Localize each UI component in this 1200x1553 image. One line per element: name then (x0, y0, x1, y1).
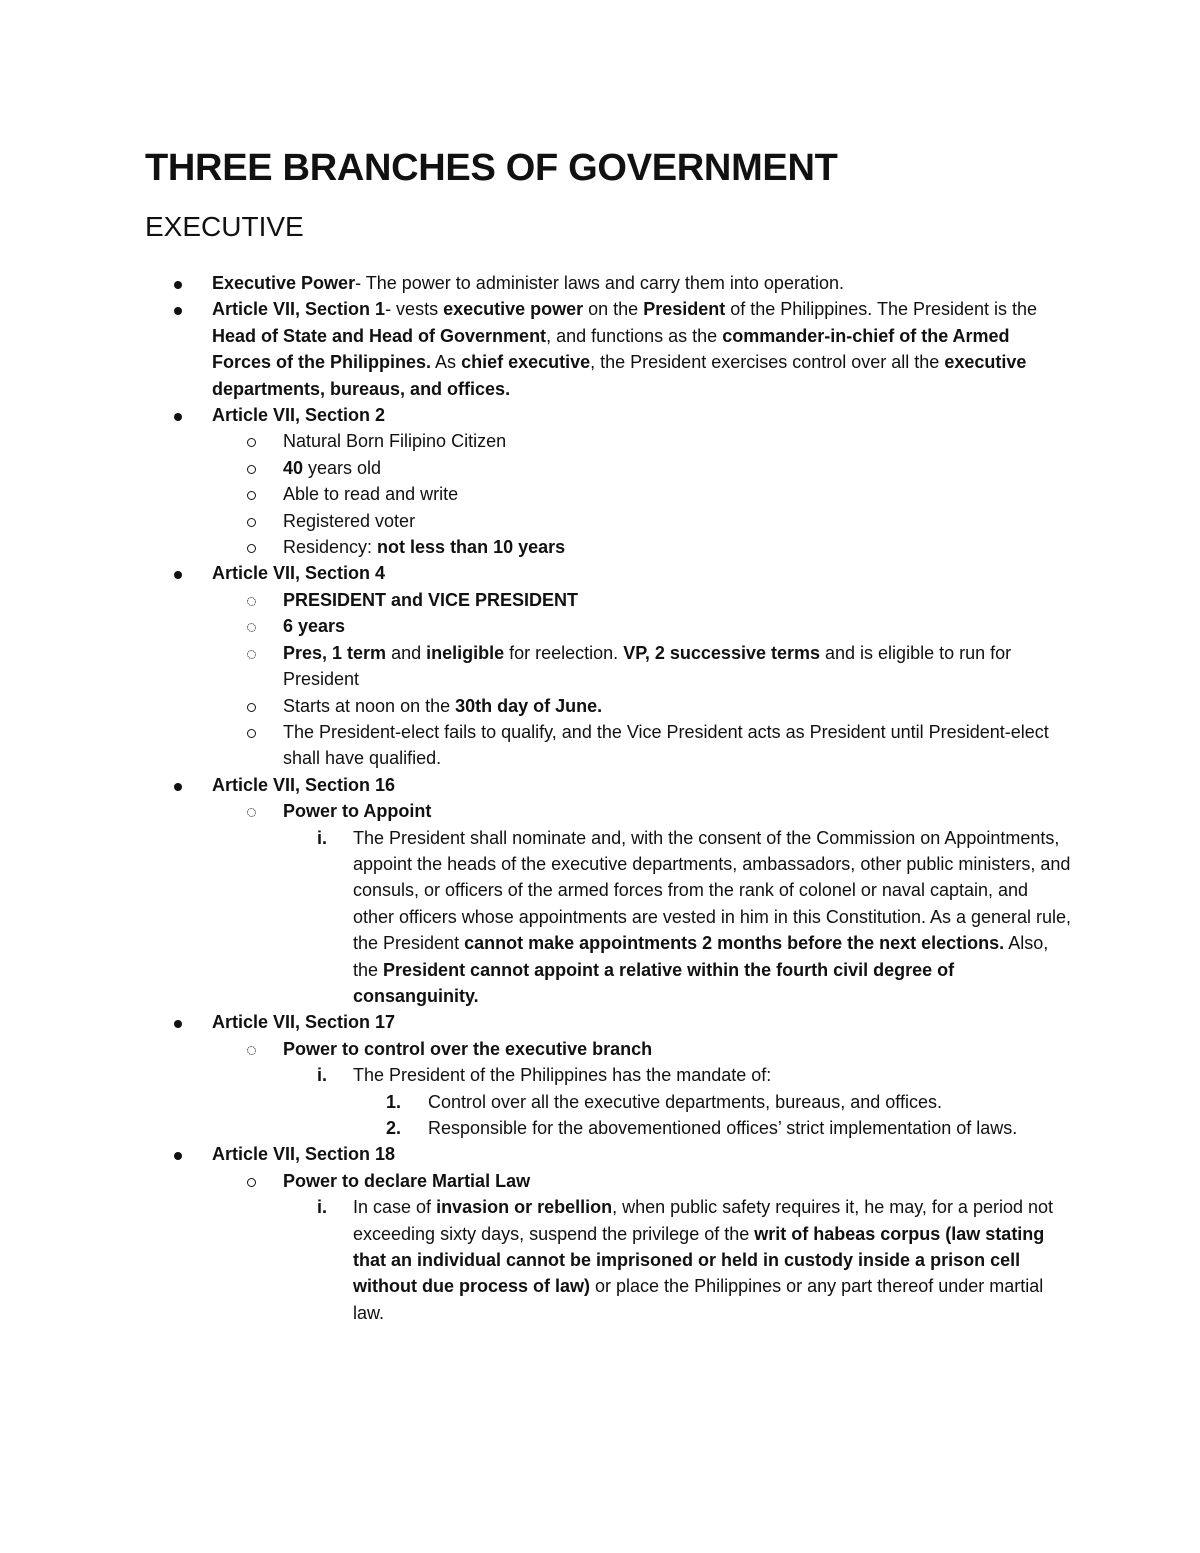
list-item-text (283, 511, 415, 531)
list-item (386, 1089, 1073, 1115)
text: , the President exercises control over all the (590, 352, 945, 373)
bold-text: not less than 10 years (377, 537, 566, 558)
text: In case of (353, 1197, 437, 1218)
list-item (283, 640, 1073, 693)
list-item (283, 798, 1073, 824)
circle-bullet-icon (247, 455, 256, 481)
text: Also, the (353, 933, 1049, 980)
text: years old (303, 457, 382, 478)
document-title: THREE BRANCHES OF GOVERNMENT (145, 147, 838, 189)
list-number: 1. (386, 1091, 402, 1112)
list-item-text (428, 1092, 942, 1112)
list-item (212, 1009, 1072, 1035)
list-item (283, 508, 1073, 534)
text: or place the Philippines or any part thereof under martial law. (353, 1276, 1044, 1323)
circle-bullet-icon (247, 1168, 256, 1194)
list-item-text (212, 1012, 395, 1032)
list-item-text (283, 458, 381, 478)
bold-text: Power to Appoint (283, 801, 432, 822)
list-item (283, 455, 1073, 481)
bold-text: Article VII, Section 4 (212, 563, 386, 584)
list-item-text (353, 1197, 1053, 1323)
bold-text: Power to control over the executive branch (283, 1038, 653, 1059)
list-item-text (212, 1144, 395, 1164)
dotted-circle-bullet-icon (247, 1036, 256, 1062)
text: and is eligible to run for President (283, 642, 1012, 690)
list-item-text (212, 775, 395, 795)
bold-text: 30th day of June. (455, 695, 603, 716)
circle-bullet-icon (247, 693, 256, 719)
dotted-circle-bullet-icon (247, 798, 256, 824)
list-item (317, 1062, 1073, 1088)
list-item-text (283, 431, 506, 451)
list-item (283, 1036, 1073, 1062)
list-item (212, 560, 1072, 586)
bullet-icon (174, 402, 182, 428)
list-item-text (212, 299, 1037, 398)
list-number: i. (317, 1197, 328, 1218)
text: - The power to administer laws and carry them into operation. (355, 273, 844, 293)
text: for reelection. (504, 642, 624, 663)
list-item (212, 772, 1072, 798)
bullet-icon (174, 1009, 182, 1035)
bold-text: Article VII, Section 16 (212, 774, 396, 795)
bold-text: 6 years (283, 616, 346, 637)
text: The President shall nominate and, with the consent of the Commission on Appointments, appoint the heads of the executive departments, ambassadors, other public ministers, and consuls, or officers of the armed forces from the rank of colonel or naval captain, and other officers whose appointments are vested in him in this Constitution. As a general rule, the President (353, 827, 1072, 954)
list-item-text (283, 1039, 652, 1059)
text: Residency: (283, 537, 378, 558)
list-item-text (212, 273, 844, 293)
text: , and functions as the (546, 325, 723, 346)
list-item-text (283, 722, 1049, 768)
list-item-text (283, 1171, 530, 1191)
text: of the Philippines. The President is the (725, 299, 1038, 320)
text: , when public safety requires it, he may, for a period not exceeding sixty days, suspend the privilege of the (353, 1197, 1054, 1244)
list-item-text (353, 828, 1071, 1006)
list-item-text (283, 696, 602, 716)
list-item (283, 693, 1073, 719)
bold-text: writ of habeas corpus (law stating that an individual cannot be imprisoned or held in custody inside a prison cell without due process of law) (353, 1223, 1045, 1297)
bullet-icon (174, 296, 182, 322)
bold-text: executive departments, bureaus, and offices. (212, 352, 1027, 399)
dotted-circle-bullet-icon (247, 587, 256, 613)
list-item (283, 719, 1073, 772)
bold-text: Article VII, Section 1 (212, 299, 386, 320)
text: - vests (385, 299, 444, 320)
bold-text: invasion or rebellion (436, 1197, 613, 1218)
list-item (283, 1168, 1073, 1194)
list-number: i. (317, 827, 328, 848)
bold-text: executive power (443, 299, 584, 320)
bold-text: commander-in-chief of the Armed Forces of the Philippines. (212, 325, 1010, 373)
bullet-icon (174, 270, 182, 296)
list-item-text (283, 643, 1011, 689)
bold-text: Article VII, Section 17 (212, 1012, 396, 1033)
text: As (431, 352, 462, 373)
list-item-text (353, 1065, 771, 1085)
bold-text: Article VII, Section 18 (212, 1144, 396, 1165)
bullet-icon (174, 772, 182, 798)
bold-text: Article VII, Section 2 (212, 405, 386, 426)
list-number: 2. (386, 1118, 402, 1138)
circle-bullet-icon (247, 719, 256, 745)
list-number: i. (317, 1065, 328, 1086)
list-item (212, 270, 1072, 296)
bold-text: President (643, 299, 726, 320)
text: Starts at noon on the (283, 695, 456, 716)
text: Able to read and write (283, 484, 459, 505)
bold-text: Executive Power (212, 273, 356, 293)
list-item-text (428, 1118, 1017, 1138)
list-item (283, 613, 1073, 639)
list-item (283, 534, 1073, 560)
bold-text: PRESIDENT and VICE PRESIDENT (283, 589, 579, 610)
circle-bullet-icon (247, 508, 256, 534)
list-item (212, 296, 1072, 402)
list-item (386, 1115, 1073, 1141)
bold-text: chief executive (461, 352, 591, 373)
list-item-text (212, 405, 385, 425)
list-item-text (283, 801, 431, 821)
circle-bullet-icon (247, 428, 256, 454)
list-item-text (283, 590, 578, 610)
outline-list (0, 270, 1200, 1326)
section-heading: EXECUTIVE (145, 211, 304, 242)
bold-text: Pres, 1 term (283, 642, 387, 663)
text: Registered voter (283, 510, 416, 531)
bold-text: President cannot appoint a relative within the fourth civil degree of consanguinity. (353, 959, 955, 1006)
bold-text: cannot make appointments 2 months before the next elections. (464, 933, 1005, 954)
bold-text: Power to declare Martial Law (283, 1170, 531, 1191)
circle-bullet-icon (247, 481, 256, 507)
text: on the (583, 299, 644, 320)
list-item (317, 1194, 1073, 1326)
list-item-text (283, 616, 345, 636)
list-item (317, 825, 1073, 1010)
bold-text: 40 (283, 457, 304, 478)
dotted-circle-bullet-icon (247, 640, 256, 666)
text: The President of the Philippines has the mandate of: (353, 1065, 772, 1086)
list-item-text (283, 537, 565, 557)
list-item (283, 481, 1073, 507)
text: Control over all the executive departments, bureaus, and offices. (428, 1091, 942, 1112)
bullet-icon (174, 1141, 182, 1167)
list-item-text (283, 484, 458, 504)
bullet-icon (174, 560, 182, 586)
list-item (212, 1141, 1072, 1167)
text: The President-elect fails to qualify, and the Vice President acts as President until President-elect shall have qualified. (283, 721, 1049, 769)
bold-text: Head of State and Head of Government (212, 325, 547, 346)
dotted-circle-bullet-icon (247, 613, 256, 639)
list-item (283, 428, 1073, 454)
list-item (212, 402, 1072, 428)
list-item (283, 587, 1073, 613)
text: Natural Born Filipino Citizen (283, 431, 507, 452)
list-item-text (212, 563, 385, 583)
bold-text: VP, 2 successive terms (623, 642, 821, 663)
circle-bullet-icon (247, 534, 256, 560)
text: and (386, 642, 427, 663)
bold-text: ineligible (426, 642, 505, 663)
text: Responsible for the abovementioned offices’ strict implementation of laws. (428, 1118, 1018, 1138)
